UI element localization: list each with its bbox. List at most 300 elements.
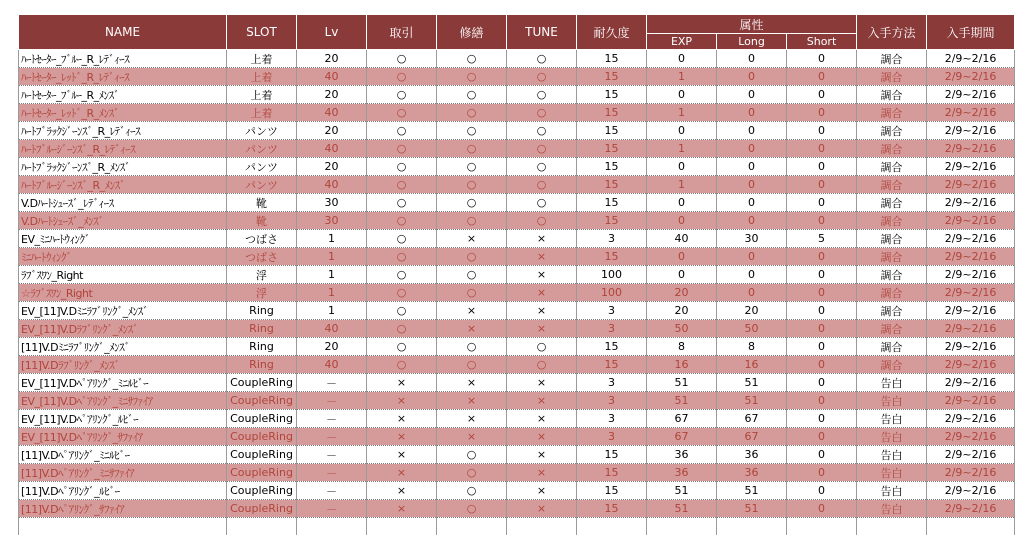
cell-period[interactable]: 2/9~2/16 <box>927 428 1015 446</box>
cell-period[interactable]: 2/9~2/16 <box>927 50 1015 68</box>
cell-lv[interactable]: 20 <box>297 86 367 104</box>
cell-durability[interactable]: 3 <box>577 392 647 410</box>
cell-durability[interactable]: 15 <box>577 122 647 140</box>
cell-trade[interactable]: ○ <box>367 212 437 230</box>
cell-slot[interactable]: CoupleRing <box>227 464 297 482</box>
cell-lv[interactable]: 1 <box>297 248 367 266</box>
cell-exp[interactable]: 20 <box>647 302 717 320</box>
cell-trade[interactable]: × <box>367 392 437 410</box>
cell-name[interactable]: EV_ﾐﾆﾊｰﾄｳｨﾝｸﾞ <box>19 230 227 248</box>
cell-trade[interactable]: ○ <box>367 320 437 338</box>
table-row[interactable] <box>19 392 1015 410</box>
cell-lv[interactable]: － <box>297 392 367 410</box>
cell-trade[interactable]: × <box>367 374 437 392</box>
cell-trade[interactable]: ○ <box>367 158 437 176</box>
cell-name[interactable]: ﾊｰﾄｾｰﾀｰ_ﾌﾞﾙｰ_R_ﾚﾃﾞｨｰｽ <box>19 50 227 68</box>
cell-exp[interactable]: 0 <box>647 266 717 284</box>
cell-slot[interactable]: Ring <box>227 302 297 320</box>
cell-exp[interactable]: 51 <box>647 482 717 500</box>
cell-tune[interactable]: × <box>507 230 577 248</box>
cell-period[interactable]: 2/9~2/16 <box>927 140 1015 158</box>
cell-lv[interactable]: 20 <box>297 338 367 356</box>
table-row[interactable] <box>19 266 1015 284</box>
cell-slot[interactable]: パンツ <box>227 140 297 158</box>
cell-period[interactable]: 2/9~2/16 <box>927 320 1015 338</box>
cell-durability[interactable]: 15 <box>577 482 647 500</box>
cell-trade[interactable]: ○ <box>367 68 437 86</box>
cell-tune[interactable]: ○ <box>507 104 577 122</box>
cell-short[interactable]: 0 <box>787 356 857 374</box>
cell-exp[interactable]: 1 <box>647 176 717 194</box>
cell-tune[interactable]: × <box>507 248 577 266</box>
cell-short[interactable]: 0 <box>787 176 857 194</box>
table-row[interactable] <box>19 500 1015 518</box>
cell-name[interactable]: ﾊｰﾄｾｰﾀｰ_ﾚｯﾄﾞ_R_ﾚﾃﾞｨｰｽ <box>19 68 227 86</box>
cell-exp[interactable]: 0 <box>647 50 717 68</box>
cell-lv[interactable]: 1 <box>297 302 367 320</box>
cell-slot[interactable]: CoupleRing <box>227 500 297 518</box>
cell-trade[interactable]: ○ <box>367 356 437 374</box>
cell-method[interactable]: 調合 <box>857 122 927 140</box>
table-row[interactable] <box>19 302 1015 320</box>
cell-method[interactable]: 告白 <box>857 392 927 410</box>
cell-tune[interactable]: × <box>507 446 577 464</box>
cell-exp[interactable]: 51 <box>647 374 717 392</box>
cell-lv[interactable]: 40 <box>297 356 367 374</box>
cell-tune[interactable]: ○ <box>507 356 577 374</box>
cell-name[interactable]: ﾐﾆﾊｰﾄｳｨﾝｸﾞ <box>19 248 227 266</box>
cell-exp[interactable]: 0 <box>647 158 717 176</box>
empty-cell[interactable] <box>927 518 1015 535</box>
table-row[interactable] <box>19 428 1015 446</box>
cell-name[interactable]: V.Dﾊｰﾄｼｭｰｽﾞ_ﾒﾝｽﾞ <box>19 212 227 230</box>
cell-trade[interactable]: ○ <box>367 230 437 248</box>
cell-period[interactable]: 2/9~2/16 <box>927 482 1015 500</box>
cell-tune[interactable]: × <box>507 428 577 446</box>
header-short[interactable]: Short <box>787 34 857 50</box>
cell-short[interactable]: 0 <box>787 122 857 140</box>
cell-period[interactable]: 2/9~2/16 <box>927 446 1015 464</box>
cell-repair[interactable]: × <box>437 320 507 338</box>
cell-exp[interactable]: 51 <box>647 500 717 518</box>
cell-repair[interactable]: × <box>437 230 507 248</box>
cell-exp[interactable]: 67 <box>647 428 717 446</box>
empty-cell[interactable] <box>507 518 577 535</box>
cell-repair[interactable]: ○ <box>437 86 507 104</box>
cell-slot[interactable]: 靴 <box>227 212 297 230</box>
cell-trade[interactable]: ○ <box>367 122 437 140</box>
cell-method[interactable]: 告白 <box>857 482 927 500</box>
cell-name[interactable]: ﾊｰﾄｾｰﾀｰ_ﾌﾞﾙｰ_R_ﾒﾝｽﾞ <box>19 86 227 104</box>
cell-exp[interactable]: 1 <box>647 140 717 158</box>
header-long[interactable]: Long <box>717 34 787 50</box>
cell-tune[interactable]: ○ <box>507 338 577 356</box>
cell-short[interactable]: 0 <box>787 104 857 122</box>
cell-durability[interactable]: 15 <box>577 68 647 86</box>
cell-repair[interactable]: ○ <box>437 176 507 194</box>
cell-short[interactable]: 0 <box>787 410 857 428</box>
cell-tune[interactable]: × <box>507 374 577 392</box>
cell-repair[interactable]: ○ <box>437 140 507 158</box>
cell-short[interactable]: 0 <box>787 428 857 446</box>
cell-method[interactable]: 調合 <box>857 158 927 176</box>
cell-tune[interactable]: ○ <box>507 158 577 176</box>
cell-name[interactable]: EV_[11]V.Dﾍﾟｱﾘﾝｸﾞ_ｻﾌｧｲｱ <box>19 428 227 446</box>
cell-name[interactable]: [11]V.Dﾗﾌﾞﾘﾝｸﾞ_ﾒﾝｽﾞ <box>19 356 227 374</box>
cell-short[interactable]: 0 <box>787 248 857 266</box>
cell-short[interactable]: 0 <box>787 212 857 230</box>
cell-exp[interactable]: 1 <box>647 104 717 122</box>
cell-period[interactable]: 2/9~2/16 <box>927 68 1015 86</box>
cell-long[interactable]: 0 <box>717 158 787 176</box>
cell-lv[interactable]: － <box>297 500 367 518</box>
cell-slot[interactable]: CoupleRing <box>227 392 297 410</box>
table-row[interactable] <box>19 68 1015 86</box>
cell-durability[interactable]: 15 <box>577 176 647 194</box>
cell-long[interactable]: 0 <box>717 284 787 302</box>
cell-period[interactable]: 2/9~2/16 <box>927 86 1015 104</box>
empty-cell[interactable] <box>717 518 787 535</box>
cell-short[interactable]: 0 <box>787 464 857 482</box>
cell-short[interactable]: 0 <box>787 392 857 410</box>
table-row[interactable] <box>19 104 1015 122</box>
table-row[interactable] <box>19 338 1015 356</box>
cell-repair[interactable]: ○ <box>437 194 507 212</box>
cell-repair[interactable]: ○ <box>437 266 507 284</box>
table-row[interactable] <box>19 212 1015 230</box>
empty-cell[interactable] <box>19 518 227 535</box>
cell-method[interactable]: 告白 <box>857 374 927 392</box>
empty-cell[interactable] <box>857 518 927 535</box>
cell-lv[interactable]: － <box>297 446 367 464</box>
cell-slot[interactable]: CoupleRing <box>227 374 297 392</box>
cell-trade[interactable]: ○ <box>367 104 437 122</box>
cell-lv[interactable]: 30 <box>297 194 367 212</box>
cell-exp[interactable]: 20 <box>647 284 717 302</box>
cell-name[interactable]: ﾊｰﾄｾｰﾀｰ_ﾚｯﾄﾞ_R_ﾒﾝｽﾞ <box>19 104 227 122</box>
cell-repair[interactable]: × <box>437 428 507 446</box>
cell-long[interactable]: 0 <box>717 266 787 284</box>
cell-lv[interactable]: － <box>297 464 367 482</box>
cell-durability[interactable]: 3 <box>577 302 647 320</box>
cell-method[interactable]: 告白 <box>857 464 927 482</box>
cell-tune[interactable]: ○ <box>507 194 577 212</box>
cell-durability[interactable]: 15 <box>577 158 647 176</box>
cell-name[interactable]: EV_[11]V.Dﾍﾟｱﾘﾝｸﾞ_ﾙﾋﾞｰ <box>19 410 227 428</box>
cell-tune[interactable]: × <box>507 392 577 410</box>
header-tune[interactable]: TUNE <box>507 15 577 50</box>
cell-durability[interactable]: 100 <box>577 266 647 284</box>
cell-tune[interactable]: ○ <box>507 140 577 158</box>
cell-durability[interactable]: 15 <box>577 86 647 104</box>
cell-trade[interactable]: ○ <box>367 194 437 212</box>
cell-exp[interactable]: 0 <box>647 248 717 266</box>
cell-tune[interactable]: × <box>507 482 577 500</box>
cell-name[interactable]: [11]V.Dﾍﾟｱﾘﾝｸﾞ_ﾐﾆｻﾌｧｲｱ <box>19 464 227 482</box>
cell-durability[interactable]: 15 <box>577 194 647 212</box>
cell-lv[interactable]: 20 <box>297 122 367 140</box>
cell-lv[interactable]: 40 <box>297 140 367 158</box>
cell-durability[interactable]: 3 <box>577 428 647 446</box>
cell-name[interactable]: EV_[11]V.Dﾗﾌﾞﾘﾝｸﾞ_ﾒﾝｽﾞ <box>19 320 227 338</box>
cell-repair[interactable]: ○ <box>437 50 507 68</box>
cell-repair[interactable]: ○ <box>437 248 507 266</box>
cell-lv[interactable]: 1 <box>297 284 367 302</box>
cell-tune[interactable]: ○ <box>507 122 577 140</box>
table-row[interactable] <box>19 356 1015 374</box>
cell-period[interactable]: 2/9~2/16 <box>927 122 1015 140</box>
cell-method[interactable]: 調合 <box>857 230 927 248</box>
cell-long[interactable]: 0 <box>717 122 787 140</box>
cell-slot[interactable]: CoupleRing <box>227 410 297 428</box>
cell-exp[interactable]: 1 <box>647 68 717 86</box>
table-row[interactable] <box>19 140 1015 158</box>
cell-long[interactable]: 36 <box>717 446 787 464</box>
cell-long[interactable]: 0 <box>717 194 787 212</box>
cell-lv[interactable]: － <box>297 410 367 428</box>
cell-period[interactable]: 2/9~2/16 <box>927 500 1015 518</box>
cell-long[interactable]: 67 <box>717 428 787 446</box>
cell-trade[interactable]: × <box>367 428 437 446</box>
cell-repair[interactable]: ○ <box>437 338 507 356</box>
cell-trade[interactable]: × <box>367 500 437 518</box>
cell-durability[interactable]: 15 <box>577 446 647 464</box>
cell-short[interactable]: 0 <box>787 446 857 464</box>
cell-short[interactable]: 0 <box>787 338 857 356</box>
cell-short[interactable]: 0 <box>787 140 857 158</box>
cell-short[interactable]: 0 <box>787 500 857 518</box>
cell-exp[interactable]: 67 <box>647 410 717 428</box>
cell-long[interactable]: 51 <box>717 374 787 392</box>
cell-long[interactable]: 51 <box>717 500 787 518</box>
table-row[interactable] <box>19 320 1015 338</box>
cell-durability[interactable]: 100 <box>577 284 647 302</box>
cell-name[interactable]: [11]V.Dﾍﾟｱﾘﾝｸﾞ_ﾐﾆﾙﾋﾞｰ <box>19 446 227 464</box>
cell-tune[interactable]: × <box>507 284 577 302</box>
cell-exp[interactable]: 0 <box>647 194 717 212</box>
cell-long[interactable]: 16 <box>717 356 787 374</box>
cell-durability[interactable]: 15 <box>577 356 647 374</box>
empty-cell[interactable] <box>577 518 647 535</box>
cell-period[interactable]: 2/9~2/16 <box>927 176 1015 194</box>
empty-cell[interactable] <box>227 518 297 535</box>
cell-tune[interactable]: ○ <box>507 212 577 230</box>
empty-cell[interactable] <box>437 518 507 535</box>
cell-method[interactable]: 調合 <box>857 302 927 320</box>
cell-durability[interactable]: 3 <box>577 320 647 338</box>
cell-period[interactable]: 2/9~2/16 <box>927 266 1015 284</box>
cell-method[interactable]: 調合 <box>857 320 927 338</box>
cell-period[interactable]: 2/9~2/16 <box>927 338 1015 356</box>
cell-repair[interactable]: × <box>437 410 507 428</box>
cell-period[interactable]: 2/9~2/16 <box>927 230 1015 248</box>
cell-short[interactable]: 0 <box>787 266 857 284</box>
cell-method[interactable]: 告白 <box>857 410 927 428</box>
cell-period[interactable]: 2/9~2/16 <box>927 392 1015 410</box>
table-row[interactable] <box>19 122 1015 140</box>
cell-name[interactable]: ﾊｰﾄﾌﾞﾙｰｼﾞｰﾝｽﾞ_R_ﾚﾃﾞｨｰｽ <box>19 140 227 158</box>
empty-cell[interactable] <box>367 518 437 535</box>
cell-slot[interactable]: 浮 <box>227 284 297 302</box>
table-row[interactable] <box>19 410 1015 428</box>
cell-trade[interactable]: × <box>367 410 437 428</box>
cell-long[interactable]: 0 <box>717 212 787 230</box>
cell-short[interactable]: 0 <box>787 284 857 302</box>
cell-trade[interactable]: ○ <box>367 284 437 302</box>
cell-slot[interactable]: 上着 <box>227 68 297 86</box>
cell-repair[interactable]: ○ <box>437 104 507 122</box>
cell-method[interactable]: 調合 <box>857 284 927 302</box>
cell-method[interactable]: 調合 <box>857 212 927 230</box>
cell-short[interactable]: 0 <box>787 158 857 176</box>
cell-exp[interactable]: 36 <box>647 464 717 482</box>
cell-tune[interactable]: × <box>507 320 577 338</box>
cell-long[interactable]: 67 <box>717 410 787 428</box>
cell-long[interactable]: 0 <box>717 248 787 266</box>
table-row[interactable] <box>19 86 1015 104</box>
cell-slot[interactable]: パンツ <box>227 158 297 176</box>
cell-period[interactable]: 2/9~2/16 <box>927 464 1015 482</box>
cell-tune[interactable]: × <box>507 500 577 518</box>
cell-repair[interactable]: ○ <box>437 212 507 230</box>
cell-lv[interactable]: － <box>297 482 367 500</box>
cell-repair[interactable]: ○ <box>437 68 507 86</box>
cell-slot[interactable]: Ring <box>227 338 297 356</box>
cell-short[interactable]: 0 <box>787 194 857 212</box>
cell-name[interactable]: ﾊｰﾄﾌﾞﾗｯｸｼﾞｰﾝｽﾞ_R_ﾒﾝｽﾞ <box>19 158 227 176</box>
cell-slot[interactable]: Ring <box>227 356 297 374</box>
cell-period[interactable]: 2/9~2/16 <box>927 194 1015 212</box>
cell-tune[interactable]: ○ <box>507 86 577 104</box>
cell-name[interactable]: ﾊｰﾄﾌﾞﾙｰｼﾞｰﾝｽﾞ_R_ﾒﾝｽﾞ <box>19 176 227 194</box>
cell-method[interactable]: 調合 <box>857 68 927 86</box>
table-row[interactable] <box>19 176 1015 194</box>
cell-lv[interactable]: － <box>297 374 367 392</box>
cell-long[interactable]: 0 <box>717 86 787 104</box>
cell-repair[interactable]: × <box>437 374 507 392</box>
cell-durability[interactable]: 15 <box>577 140 647 158</box>
empty-cell[interactable] <box>297 518 367 535</box>
cell-long[interactable]: 0 <box>717 68 787 86</box>
cell-slot[interactable]: 靴 <box>227 194 297 212</box>
header-method[interactable]: 入手方法 <box>857 15 927 50</box>
cell-tune[interactable]: × <box>507 302 577 320</box>
cell-method[interactable]: 調合 <box>857 104 927 122</box>
cell-exp[interactable]: 0 <box>647 86 717 104</box>
cell-slot[interactable]: 上着 <box>227 104 297 122</box>
cell-period[interactable]: 2/9~2/16 <box>927 158 1015 176</box>
cell-slot[interactable]: つばさ <box>227 230 297 248</box>
cell-repair[interactable]: ○ <box>437 158 507 176</box>
cell-short[interactable]: 0 <box>787 68 857 86</box>
cell-trade[interactable]: ○ <box>367 266 437 284</box>
empty-row[interactable] <box>19 518 1015 535</box>
cell-name[interactable]: [11]V.Dﾍﾟｱﾘﾝｸﾞ_ﾙﾋﾞｰ <box>19 482 227 500</box>
header-durability[interactable]: 耐久度 <box>577 15 647 50</box>
cell-long[interactable]: 51 <box>717 392 787 410</box>
cell-method[interactable]: 調合 <box>857 266 927 284</box>
cell-trade[interactable]: ○ <box>367 338 437 356</box>
table-row[interactable] <box>19 50 1015 68</box>
cell-exp[interactable]: 40 <box>647 230 717 248</box>
cell-lv[interactable]: 20 <box>297 50 367 68</box>
cell-long[interactable]: 30 <box>717 230 787 248</box>
cell-method[interactable]: 調合 <box>857 194 927 212</box>
cell-method[interactable]: 調合 <box>857 140 927 158</box>
cell-trade[interactable]: × <box>367 482 437 500</box>
cell-long[interactable]: 0 <box>717 50 787 68</box>
cell-durability[interactable]: 15 <box>577 464 647 482</box>
table-row[interactable] <box>19 284 1015 302</box>
cell-trade[interactable]: ○ <box>367 86 437 104</box>
cell-method[interactable]: 告白 <box>857 500 927 518</box>
cell-method[interactable]: 調合 <box>857 86 927 104</box>
cell-exp[interactable]: 0 <box>647 122 717 140</box>
cell-method[interactable]: 調合 <box>857 356 927 374</box>
cell-tune[interactable]: × <box>507 464 577 482</box>
cell-period[interactable]: 2/9~2/16 <box>927 374 1015 392</box>
cell-repair[interactable]: ○ <box>437 482 507 500</box>
cell-tune[interactable]: ○ <box>507 176 577 194</box>
cell-method[interactable]: 調合 <box>857 176 927 194</box>
cell-period[interactable]: 2/9~2/16 <box>927 302 1015 320</box>
cell-name[interactable]: [11]V.Dﾍﾟｱﾘﾝｸﾞ_ｻﾌｧｲｱ <box>19 500 227 518</box>
table-row[interactable] <box>19 374 1015 392</box>
cell-name[interactable]: ﾗﾌﾞｽﾜﾝ_Right <box>19 266 227 284</box>
cell-long[interactable]: 51 <box>717 482 787 500</box>
cell-tune[interactable]: × <box>507 266 577 284</box>
header-period[interactable]: 入手期間 <box>927 15 1015 50</box>
header-repair[interactable]: 修繕 <box>437 15 507 50</box>
cell-lv[interactable]: 1 <box>297 266 367 284</box>
cell-durability[interactable]: 15 <box>577 212 647 230</box>
cell-short[interactable]: 0 <box>787 374 857 392</box>
cell-lv[interactable]: 1 <box>297 230 367 248</box>
cell-repair[interactable]: ○ <box>437 122 507 140</box>
cell-name[interactable]: V.Dﾊｰﾄｼｭｰｽﾞ_ﾚﾃﾞｨｰｽ <box>19 194 227 212</box>
cell-tune[interactable]: × <box>507 410 577 428</box>
cell-repair[interactable]: ○ <box>437 446 507 464</box>
cell-durability[interactable]: 3 <box>577 374 647 392</box>
cell-exp[interactable]: 36 <box>647 446 717 464</box>
cell-short[interactable]: 0 <box>787 482 857 500</box>
cell-lv[interactable]: 40 <box>297 320 367 338</box>
cell-trade[interactable]: ○ <box>367 140 437 158</box>
header-slot[interactable]: SLOT <box>227 15 297 50</box>
cell-short[interactable]: 0 <box>787 86 857 104</box>
cell-exp[interactable]: 16 <box>647 356 717 374</box>
cell-trade[interactable]: × <box>367 464 437 482</box>
table-row[interactable] <box>19 158 1015 176</box>
cell-long[interactable]: 36 <box>717 464 787 482</box>
cell-short[interactable]: 0 <box>787 320 857 338</box>
cell-slot[interactable]: Ring <box>227 320 297 338</box>
cell-long[interactable]: 0 <box>717 104 787 122</box>
cell-name[interactable]: EV_[11]V.Dﾐﾆﾗﾌﾞﾘﾝｸﾞ_ﾒﾝｽﾞ <box>19 302 227 320</box>
cell-repair[interactable]: ○ <box>437 464 507 482</box>
cell-repair[interactable]: ○ <box>437 356 507 374</box>
header-exp[interactable]: EXP <box>647 34 717 50</box>
table-row[interactable] <box>19 446 1015 464</box>
cell-repair[interactable]: × <box>437 302 507 320</box>
table-row[interactable] <box>19 194 1015 212</box>
cell-exp[interactable]: 51 <box>647 392 717 410</box>
cell-slot[interactable]: CoupleRing <box>227 446 297 464</box>
cell-method[interactable]: 告白 <box>857 446 927 464</box>
cell-slot[interactable]: 浮 <box>227 266 297 284</box>
cell-trade[interactable]: ○ <box>367 50 437 68</box>
header-name[interactable]: NAME <box>19 15 227 50</box>
